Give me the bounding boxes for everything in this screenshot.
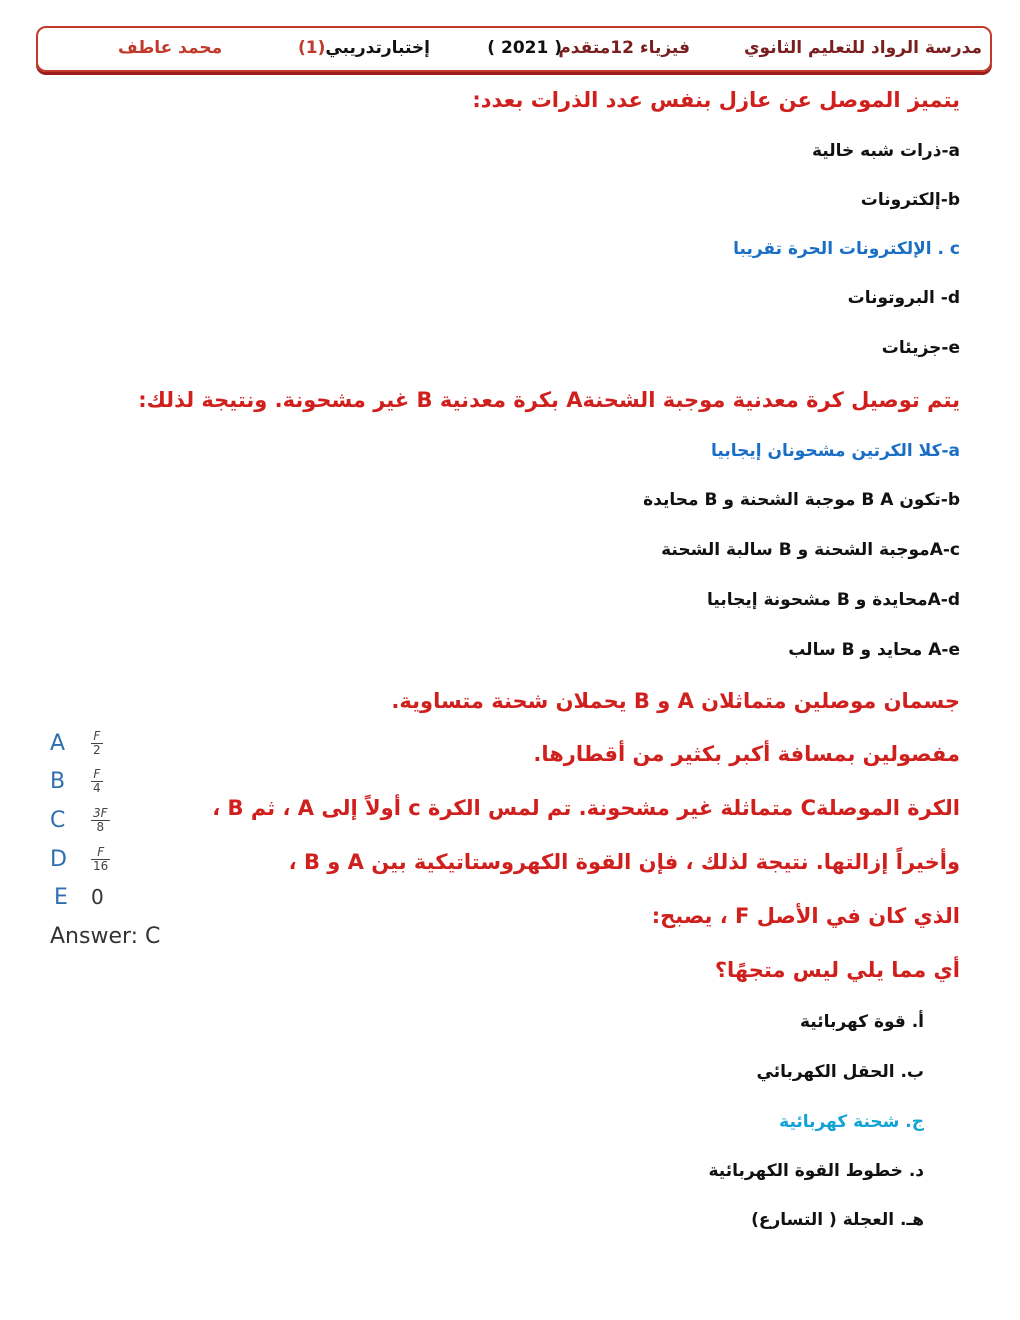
fraction-numerator: F (91, 730, 103, 744)
q4-option-b: ب. الحقل الكهربائي (756, 1062, 924, 1082)
choice-letter: E (54, 885, 68, 910)
fraction-numerator: F (91, 846, 110, 860)
header-box (36, 26, 992, 72)
choice-letter: B (50, 768, 66, 794)
q1-option-b: b-إلكترونات (860, 190, 960, 210)
exam-title-text: إختبارتدريبي (325, 38, 430, 58)
choice-value: 0 (91, 885, 104, 909)
answer-choice-c (50, 807, 110, 834)
answer-choice-a (50, 730, 103, 757)
q4-option-c: ج. شحنة كهربائية (779, 1112, 924, 1132)
teacher-name: محمد عاطف (118, 38, 223, 58)
fraction-denominator: 2 (93, 743, 101, 757)
exam-title (298, 38, 430, 58)
question-4: أي مما يلي ليس متجهًا؟ (714, 958, 960, 982)
choice-letter: D (50, 846, 67, 872)
answer-key: Answer: C (50, 924, 161, 949)
fraction (91, 730, 103, 757)
answer-choice-d (50, 846, 110, 873)
fraction-numerator: 3F (93, 806, 108, 820)
answer-choice-e (50, 885, 104, 910)
fraction-denominator: 8 (96, 820, 105, 834)
q2-option-a: a-كلا الكرتين مشحونان إيجابيا (711, 441, 960, 461)
q4-option-d: د. خطوط القوة الكهربائية (708, 1161, 924, 1181)
q2-option-b: b-تكون B A موجبة الشحنة و B محايدة (643, 490, 960, 510)
question-3-line-1: جسمان موصلين متماثلان A و B يحملان شحنة متساوية. (391, 689, 960, 713)
answer-choice-b (50, 768, 103, 795)
choice-letter: A (50, 730, 66, 756)
fraction (91, 846, 110, 873)
exam-number: (1) (297, 38, 326, 58)
choice-letter: C (50, 807, 66, 833)
subject-label: فيزياء 12متقدم (558, 38, 690, 58)
q1-option-c: c . الإلكترونات الحرة تقريبا (733, 239, 960, 259)
fraction (91, 807, 110, 834)
fraction-denominator: 16 (93, 859, 109, 873)
question-3-line-5: الذي كان في الأصل F ، يصبح: (651, 904, 960, 928)
question-3-line-2: مفصولين بمسافة أكبر بكثير من أقطارها. (533, 742, 960, 766)
q2-option-c: A-cموجبة الشحنة و B سالبة الشحنة (661, 540, 960, 560)
q4-option-a: أ. قوة كهربائية (799, 1012, 924, 1032)
fraction-denominator: 4 (93, 781, 101, 795)
q4-option-e: هـ. العجلة ( التسارع) (751, 1210, 924, 1230)
fraction (91, 768, 103, 795)
question-3-line-4: وأخيراً إزالتها. نتيجة لذلك ، فإن القوة الكهروستاتيكية بين A و B ، (288, 850, 960, 874)
school-name: مدرسة الرواد للتعليم الثانوي (743, 38, 982, 58)
q1-option-e: e-جزيئات (881, 338, 960, 358)
question-2: يتم توصيل كرة معدنية موجبة الشحنةA بكرة معدنية B غير مشحونة. ونتيجة لذلك: (138, 388, 960, 412)
q1-option-d: d- البروتونات (847, 288, 960, 308)
q2-option-e: A-e محايد و B سالب (788, 640, 960, 660)
question-3-line-3: الكرة الموصلةC متماثلة غير مشحونة. تم لمس الكرة c أولاً إلى A ، ثم B ، (212, 796, 960, 820)
fraction-numerator: F (91, 768, 103, 782)
year-label: ( 2021 ) (487, 38, 562, 58)
question-1: يتميز الموصل عن عازل بنفس عدد الذرات بعدد: (472, 88, 960, 112)
q2-option-d: A-dمحايدة و B مشحونة إيجابيا (707, 590, 960, 610)
q1-option-a: a-ذرات شبه خالية (811, 141, 960, 161)
